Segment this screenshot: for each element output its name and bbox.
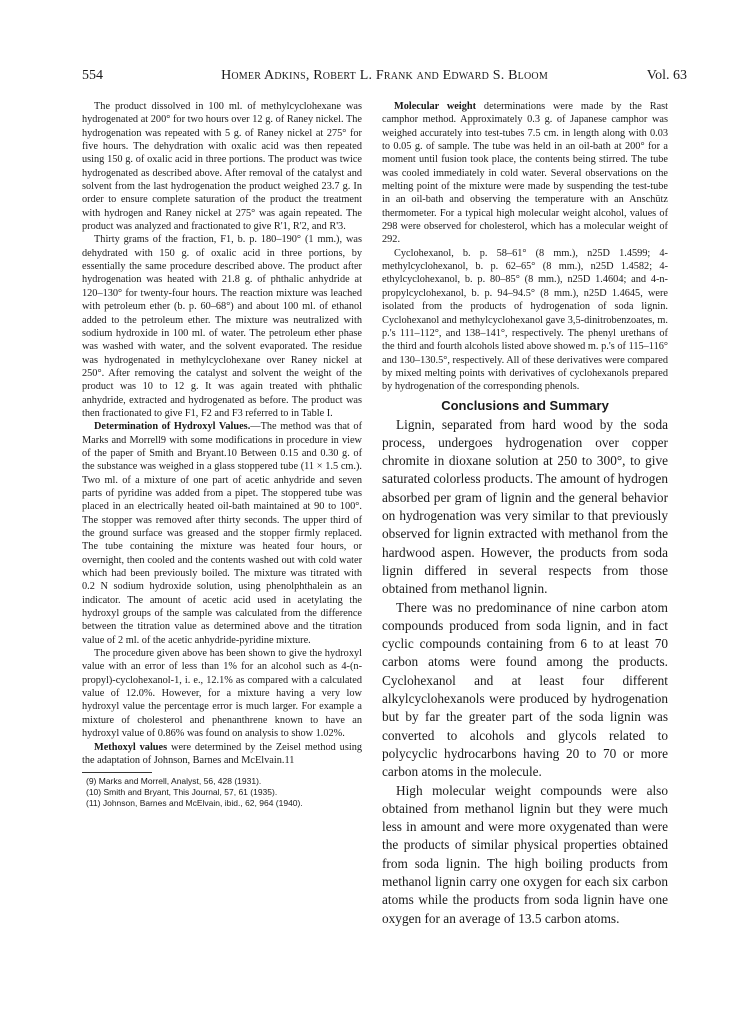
summary-paragraph: High molecular weight compounds were also obtained from methanol lignin but they were much less in amount and were more oxygenated than were the products of similar physical properties obtained from soda lignin. The high boiling products from methanol lignin carry one oxygen for each six carbon atoms while the products from soda lignin have one oxygen for an average of 13.5 carbon atoms. xyxy=(382,782,668,926)
run-in-heading: Methoxyl values xyxy=(94,741,168,753)
paragraph-text: were determined by the Zeisel method using the adaptation of Johnson, Barnes and McElvain.11 xyxy=(82,741,362,766)
footnotes xyxy=(82,776,362,809)
paragraph-hydroxyl xyxy=(82,420,362,647)
volume-label: Vol. 63 xyxy=(646,68,687,83)
run-in-heading: Determination of Hydroxyl Values. xyxy=(94,421,251,433)
paragraph-molecular-weight xyxy=(382,100,668,247)
paragraph: Cyclohexanol, b. p. 58–61° (8 mm.), n25D 1.4599; 4-methylcyclohexanol, b. p. 62–65° (8 mm.), n25D 1.4582; 4-ethylcyclohexanol, b. p. 80–85° (8 mm.), n25D 1.4604; and 4-n-propylcyclohexanol, b. p. 94–94.5° (8 mm.), n25D 1.4645, were isolated from the products of hydrogenation of soda lignin. Cyclohexanol and methylcyclohexanol gave 3,5-dinitrobenzoates, m. p.'s 111–112°, and 138–141°, respectively. The phenyl urethans of the third and fourth alcohols listed above showed m. p.'s of 115–116° and 130–130.5°, respectively. All of these derivatives were compared by mixed melting points with derivatives of cyclohexanols prepared by hydrogenation of the corresponding phenols. xyxy=(382,247,668,393)
paragraph: The procedure given above has been shown to give the hydroxyl value with an error of less than 1% for an alcohol such as 4-(n-propyl)-cyclohexanol-1, i. e., 12.1% as compared with a calculated value of 12.0%. However, for a mixture having a very low hydroxyl value the percentage error is much larger. For example a mixture of cholesterol and phenanthrene known to have an hydroxyl value of 0.86% was found on analysis to show 1.02%. xyxy=(82,648,362,740)
author-line: Homer Adkins, Robert L. Frank and Edward S. Bloom xyxy=(221,68,548,83)
paragraph-methoxyl xyxy=(82,741,362,768)
section-title: Conclusions and Summary xyxy=(441,397,609,413)
right-column xyxy=(382,100,668,928)
paragraph-text: —The method was that of Marks and Morrell9 with some modifications in procedure in view of the paper of Smith and Bryant.10 Between 0.15 and 0.30 g. of the substance was weighed in a glass stoppered tube (11 × 1.5 cm.). Two ml. of a mixture of one part of acetic anhydride and seven parts of pyridine was added from a pipet. The stoppered tube was placed in an electrically heated oil-bath maintained at 90 to 100°. The stopper was removed after thirty seconds. The upper third of the ground surface was greased and the stopper firmly replaced. The tube containing the mixture was heated four hours, or overnight, then cooled and the contents washed out with cold water which had been previously boiled. The mixture was titrated with 0.2 N sodium hydroxide solution, using phenolphthalein as an indicator. The amount of acetic acid used in acetylating the hydroxyl groups of the sample was calculated from the difference between the titration value as determined above and the titration value of 2 ml. of the acetic anhydride-pyridine mixture. xyxy=(82,421,362,646)
footnote-rule xyxy=(82,772,152,773)
footnote: (9) Marks and Morrell, Analyst, 56, 428 (1931). xyxy=(86,776,262,787)
paragraph: The product dissolved in 100 ml. of methylcyclohexane was hydrogenated at 200° for two hours over 12 g. of Raney nickel. The hydrogenation was repeated with 5 g. of Raney nickel at 275° for five hours. The dehydration with oxalic acid was then repeated using 150 g. of oxalic acid in three portions. The product was twice hydrogenated as described above. After removal of the catalyst and solvent from the last hydrogenation the product weighed 23.7 g. In order to ensure complete saturation of the product the treatment with hydrogen and Raney nickel at 275° was again repeated. The product was analyzed and fractionated to give R'1, R'2, and R'3. xyxy=(82,101,362,233)
footnote: (11) Johnson, Barnes and McElvain, ibid., 62, 964 (1940). xyxy=(86,798,303,809)
summary-paragraph: There was no predominance of nine carbon atom compounds produced from soda lignin, and in fact cyclic compounds containing from 6 to at least 70 carbon atoms were found among the products. Cyclohexanol and at least four different alkylcyclohexanols were produced by hydrogenation but by far the greater part of the soda lignin was converted to alcohols and glycols related to polycyclic hydrocarbons having 20 to 70 or more carbon atoms in the molecule. xyxy=(382,599,668,780)
summary-paragraph: Lignin, separated from hard wood by the soda process, undergoes hydrogenation over copper chromite in dioxane solution at 250 to 300°, to give saturated colorless products. The amount of hydrogen absorbed per gram of lignin and the general behavior on hydrogenation was very similar to that previously observed for lignin extracted with methanol from the hardwood aspen. However, the products from soda lignin differed in several respects from those obtained from methanol lignin. xyxy=(382,416,668,597)
footnote: (10) Smith and Bryant, This Journal, 57, 61 (1935). xyxy=(86,787,278,798)
paragraph-text: determinations were made by the Rast camphor method. Approximately 0.3 g. of Japanese camphor was weighed accurately into test-tubes 7.5 cm. in length along with 0.03 to 0.05 g. of sample. The tube was held in an oil-bath at 200° for a moment until fusion took place, the contents being stirred. The tube was cooled immediately in cold water. Several observations on the melting point of the mixture were made by suspending the test-tube in an oil-bath and observing the temperature with an Anschütz thermometer. For a typical high molecular weight alcohol, values of 298 were observed for cholesterol, which has a molecular weight of 292. xyxy=(382,101,669,246)
running-header xyxy=(82,68,687,86)
page-number: 554 xyxy=(82,68,103,83)
paragraph: Thirty grams of the fraction, F1, b. p. 180–190° (1 mm.), was dehydrated with 150 g. of oxalic acid in three portions, by essentially the same procedure described above. The product after hydrogenation was heated with 21.8 g. of phthalic anhydride at 120–130° for twenty-four hours. The reaction mixture was leached with petroleum ether (b. p. 60–68°) and about 100 ml. of ethanol added to the petroleum ether. The mixture was neutralized with sodium hydroxide in 100 ml. of water. The petroleum ether phase was washed with water, and the solvent evaporated. The residue was hydrogenated in methylcyclohexane over Raney nickel at 250°. After removing the catalyst and solvent the weight of the product was 10 to 12 g. It was again treated with phthalic anhydride, extracted and hydrogenated as before. The product was then fractionated to give F1, F2 and F3 referred to in Table I. xyxy=(82,234,362,419)
run-in-heading: Molecular weight xyxy=(394,101,477,112)
left-column xyxy=(82,100,362,809)
